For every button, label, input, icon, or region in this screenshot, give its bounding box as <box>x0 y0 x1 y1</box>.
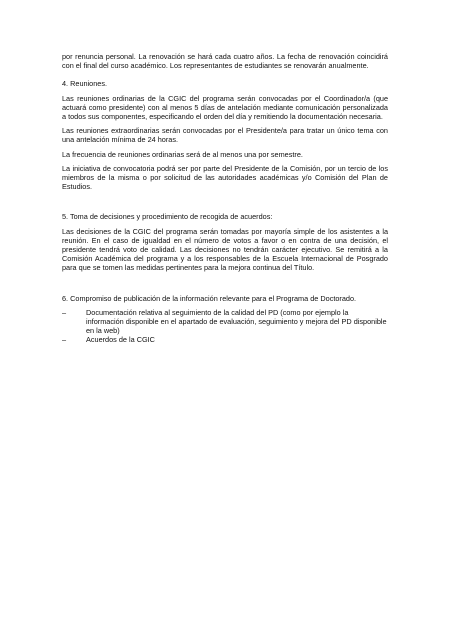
list-item <box>62 308 388 336</box>
section-4-heading: 4. Reuniones. <box>62 79 108 89</box>
list-item <box>62 335 388 344</box>
section-4-paragraph-3: La frecuencia de reuniones ordinarias será de al menos una por semestre. <box>62 149 303 159</box>
section-5-heading: 5. Toma de decisiones y procedimiento de recogida de acuerdos: <box>62 212 273 222</box>
document-page <box>62 52 388 345</box>
section-4-paragraph-4: La iniciativa de convocatoria podrá ser por parte del Presidente de la Comisión, por un tercio de los miembros de la misma o por solicitud de las autoridades académicas y/o Comisión del Plan de Estudios. <box>62 163 388 192</box>
section-5-paragraph: Las decisiones de la CGIC del programa serán tomadas por mayoría simple de los asistentes a la reunión. En el caso de igualdad en el número de votos a favor o en contra de una decisión, el presidente tendrá voto de calidad. Las decisiones no tendrán carácter ejecutivo. Se remitirá a la Comisión Académica del programa y a los responsables de la Escuela Internacional de Posgrado para que se tomen las medidas pertinentes para la mejora continua del Título. <box>62 226 388 273</box>
spacer <box>62 191 388 212</box>
intro-paragraph: por renuncia personal. La renovación se hará cada cuatro años. La fecha de renovación coincidirá con el final del curso académico. Los representantes de estudiantes se renovarán anualmente. <box>62 52 388 71</box>
bullet-dash: – <box>62 335 67 345</box>
section-6-heading: 6. Compromiso de publicación de la información relevante para el Programa de Doctorado. <box>62 293 357 303</box>
section-6-bullet-list <box>62 308 388 345</box>
section-4-paragraph-2: Las reuniones extraordinarias serán convocadas por el Presidente/a para tratar un único tema con una antelación mínima de 24 horas. <box>62 126 388 145</box>
spacer <box>62 273 388 294</box>
list-item-text: Documentación relativa al seguimiento de la calidad del PD (como por ejemplo la información disponible en el apartado de evaluación, seguimiento y mejora del PD disponible en la web) <box>86 307 387 336</box>
list-item-text: Acuerdos de la CGIC <box>86 335 155 345</box>
section-4-paragraph-1: Las reuniones ordinarias de la CGIC del programa serán convocadas por el Coordinador/a (que actuará como presidente) con al menos 5 días de antelación mediante comunicación personalizada a todos sus componentes, especificando el orden del día y remitiendo la documentación necesaria. <box>62 93 388 122</box>
bullet-dash: – <box>62 307 67 317</box>
spacer <box>62 70 388 79</box>
